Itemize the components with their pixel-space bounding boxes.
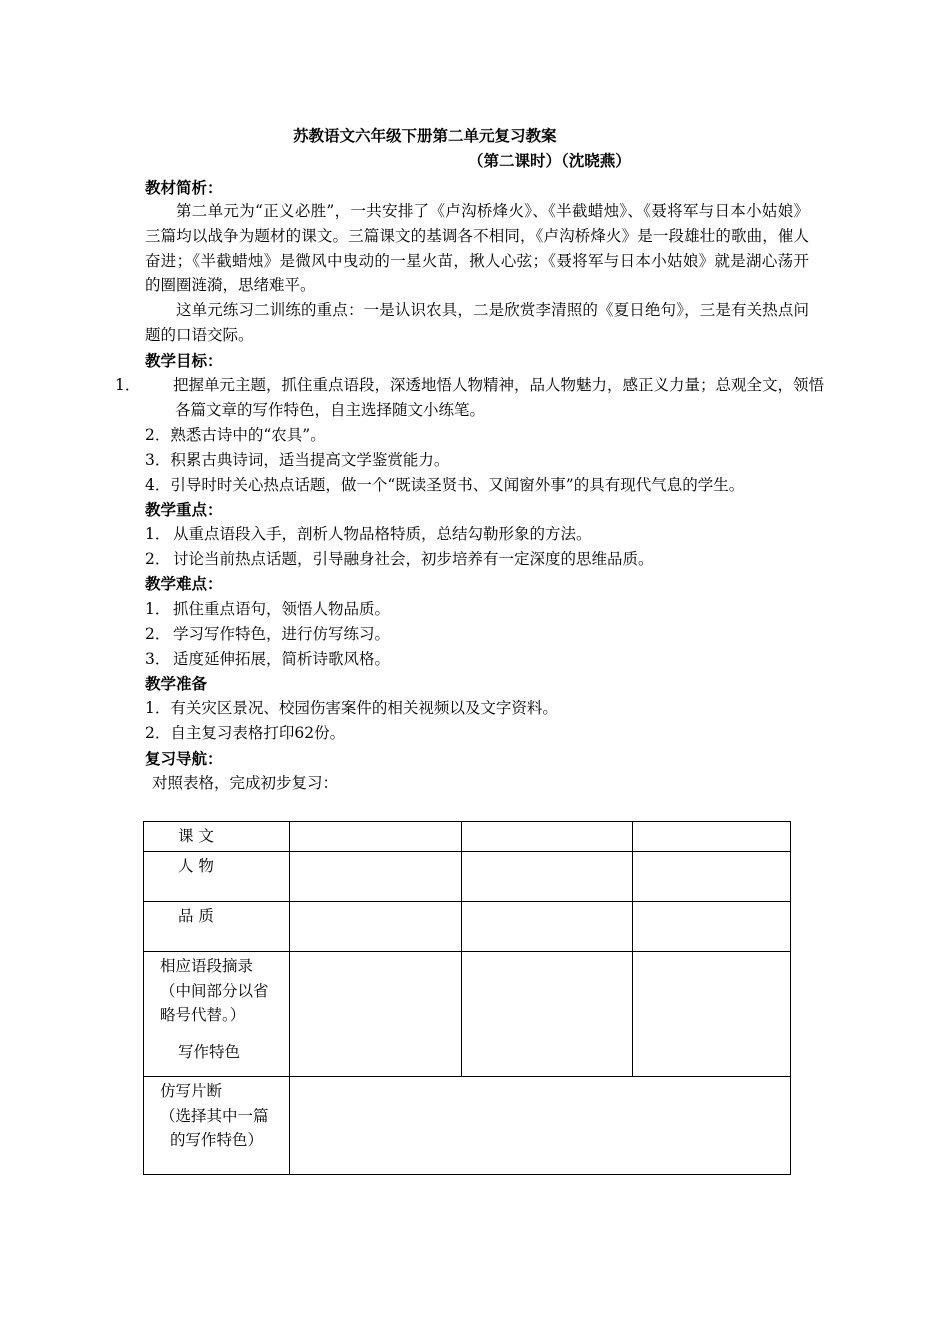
key-points-heading: 教学重点： [145,501,223,519]
table-header-cell: 相应语段摘录 （中间部分以省 略号代替。） 写作特色 [144,952,290,1077]
table-row [144,822,791,852]
goal-item: 3．积累古典诗词，适当提高文学鉴赏能力。 [145,451,450,469]
goal-item: 1． 把握单元主题，抓住重点语段，深透地悟人物精神，品人物魅力，感正义力量；总观全文，领悟各篇文章的写作特色，自主选择随文小练笔。 [115,376,825,419]
difficulty-item: 2． 学习写作特色，进行仿写练习。 [145,625,391,643]
table-header-cell: 课 文 [144,822,290,852]
table-header-cell: 品 质 [144,902,290,952]
table-cell[interactable] [633,852,791,902]
table-row [144,852,791,902]
table-row [144,952,791,1077]
goal-item: 2．熟悉古诗中的“农具”。 [145,426,326,444]
table-cell[interactable] [633,822,791,852]
difficulty-item: 3． 适度延伸拓展，简析诗歌风格。 [145,650,391,668]
navigation-heading: 复习导航： [145,750,223,768]
table-cell[interactable] [461,902,633,952]
document-subtitle: （第二课时）（沈晓燕） [468,152,631,170]
goal-item: 4．引导时时关心热点话题，做一个“既读圣贤书、又闻窗外事”的具有现代气息的学生。 [145,476,745,494]
preparation-item: 1．有关灾区景况、校园伤害案件的相关视频以及文字资料。 [145,699,558,717]
goals-heading: 教学目标： [145,352,223,370]
table-cell[interactable] [461,822,633,852]
key-point-item: 2． 讨论当前热点话题，引导融身社会，初步培养有一定深度的思维品质。 [145,550,654,568]
table-row [144,902,791,952]
preparation-heading: 教学准备 [145,675,208,693]
table-cell[interactable] [633,902,791,952]
preparation-item: 2．自主复习表格打印62份。 [145,724,346,742]
table-cell[interactable] [290,902,462,952]
table-cell[interactable] [633,952,791,1077]
difficulties-heading: 教学难点： [145,575,223,593]
table-row [144,1077,791,1175]
table-cell[interactable] [290,852,462,902]
table-cell[interactable] [461,952,633,1077]
material-paragraph-2: 这单元练习二训练的重点：一是认识农具，二是欣赏李清照的《夏日绝句》，三是有关热点问题的口语交际。 [145,301,809,344]
table-cell[interactable] [290,952,462,1077]
document-title: 苏教语文六年级下册第二单元复习教案 [293,127,557,145]
key-point-item: 1． 从重点语段入手，剖析人物品格特质，总结勾勒形象的方法。 [145,525,592,543]
material-heading: 教材简析： [145,179,223,197]
difficulty-item: 1． 抓住重点语句，领悟人物品质。 [145,600,391,618]
navigation-intro: 对照表格，完成初步复习： [152,774,339,792]
material-paragraph-1: 第二单元为“正义必胜”，一共安排了《卢沟桥烽火》、《半截蜡烛》、《聂将军与日本小姑娘》三篇均以战争为题材的课文。三篇课文的基调各不相同，《卢沟桥烽火》是一段雄壮的歌曲，催人奋进；《半截蜡烛》是微风中曳动的一星火苗，揪人心弦；《聂将军与日本小姑娘》就是湖心荡开的圈圈涟漪，思绪难平。 [145,202,809,295]
table-header-cell: 人 物 [144,852,290,902]
table-header-cell: 仿写片断 （选择其中一篇 的写作特色） [144,1077,290,1175]
table-cell[interactable] [290,1077,791,1175]
review-table [143,821,791,1175]
table-cell[interactable] [290,822,462,852]
table-cell[interactable] [461,852,633,902]
